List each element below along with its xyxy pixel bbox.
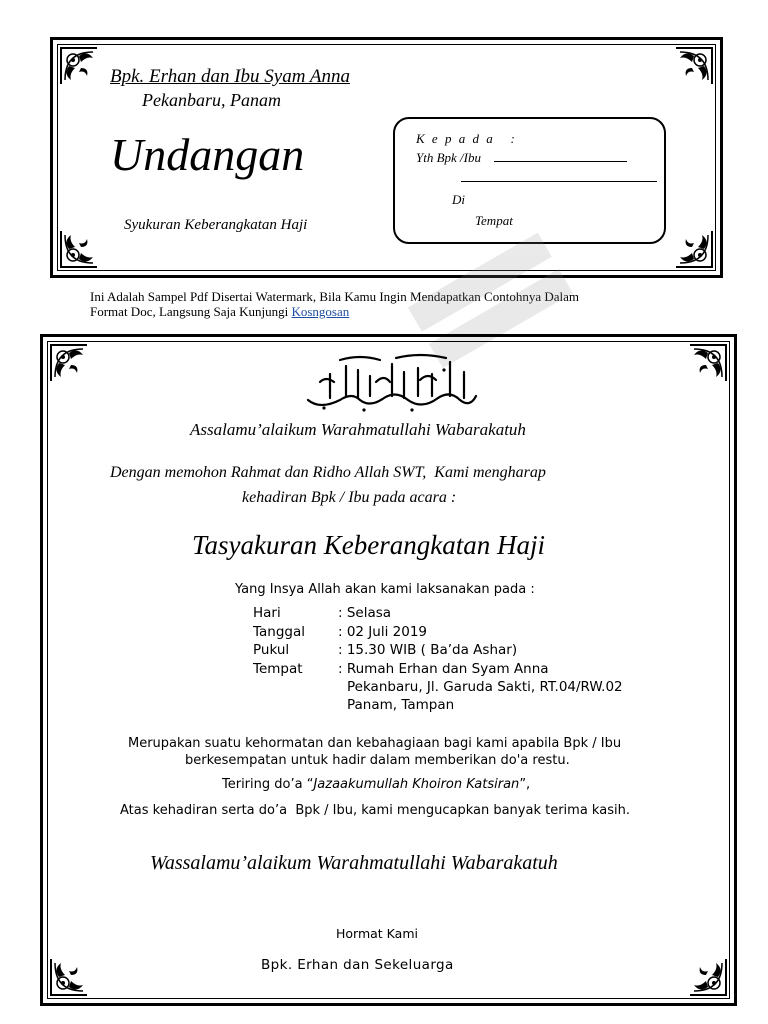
notice-line-2: [90, 304, 349, 320]
corner-ornament-icon: [674, 46, 714, 86]
di-label: Di: [452, 192, 465, 207]
detail-label: Hari: [253, 605, 281, 621]
closing-line-1: Merupakan suatu kehormatan dan kebahagiaan bagi kami apabila Bpk / Ibu: [128, 736, 622, 751]
detail-value: : 02 Juli 2019: [338, 623, 427, 640]
address-line-2: Panam, Tampan: [347, 697, 455, 713]
detail-value: : 15.30 WIB ( Ba’da Ashar): [338, 642, 518, 658]
signature: Bpk. Erhan dan Sekeluarga: [261, 957, 454, 973]
event-title: Tasyakuran Keberangkatan Haji: [192, 530, 545, 560]
table-row: [253, 660, 549, 679]
kepada-label: K e p a d a :: [416, 131, 517, 146]
farewell: Wassalamu’alaikum Warahmatullahi Wabarakatuh: [150, 852, 558, 874]
intro-line-1: Dengan memohon Rahmat dan Ridho Allah SWT, Kami mengharap: [110, 464, 546, 481]
address-line-1: Pekanbaru, Jl. Garuda Sakti, RT.04/RW.02: [347, 679, 623, 695]
notice-text: Format Doc, Langsung Saja Kunjungi: [90, 304, 289, 319]
detail-label: Tempat: [253, 660, 303, 677]
bismillah-calligraphy: [300, 352, 482, 414]
corner-ornament-icon: [688, 957, 728, 997]
detail-label: Pukul: [253, 642, 290, 658]
doa-prefix: Teriring do’a “: [222, 777, 314, 792]
thanks-line: Atas kehadiran serta do’a Bpk / Ibu, kami mengucapkan banyak terima kasih.: [120, 803, 630, 818]
corner-ornament-icon: [674, 229, 714, 269]
intro-line-2: kehadiran Bpk / Ibu pada acara :: [242, 489, 457, 506]
yth-label: [416, 150, 627, 166]
doa-line: [222, 777, 530, 792]
details-table: [253, 604, 549, 678]
kosngosan-link[interactable]: Kosngosan: [291, 304, 350, 319]
host-location: Pekanbaru, Panam: [142, 90, 281, 110]
corner-ornament-icon: [49, 957, 89, 997]
card-title: Undangan: [110, 129, 305, 180]
notice-line-1: Ini Adalah Sampel Pdf Disertai Watermark, Bila Kamu Ingin Mendapatkan Contohnya Dalam: [90, 289, 579, 304]
tempat-label: Tempat: [475, 213, 513, 228]
corner-ornament-icon: [59, 46, 99, 86]
closing-line-2: berkesempatan untuk hadir dalam memberikan do'a restu.: [185, 753, 570, 768]
card-subtitle: Syukuran Keberangkatan Haji: [124, 217, 308, 233]
host-name: Bpk. Erhan dan Ibu Syam Anna: [110, 66, 350, 87]
recipient-line: [494, 161, 627, 162]
detail-label: Tanggal: [253, 623, 306, 640]
recipient-line-2: [461, 181, 657, 182]
greeting: Assalamu’alaikum Warahmatullahi Wabarakatuh: [190, 420, 526, 439]
schedule-intro: Yang Insya Allah akan kami laksanakan pada :: [235, 582, 535, 597]
detail-value: : Rumah Erhan dan Syam Anna: [338, 660, 549, 677]
corner-ornament-icon: [49, 343, 89, 383]
regards: Hormat Kami: [336, 926, 418, 941]
yth-text: Yth Bpk /Ibu: [416, 150, 481, 165]
table-row: [253, 641, 549, 660]
corner-ornament-icon: [59, 229, 99, 269]
table-row: [253, 604, 549, 623]
detail-value: : Selasa: [338, 605, 392, 621]
doa-suffix: ”,: [519, 777, 531, 792]
corner-ornament-icon: [688, 343, 728, 383]
table-row: [253, 623, 549, 642]
doa-text: Jazaakumullah Khoiron Katsiran: [313, 777, 520, 792]
